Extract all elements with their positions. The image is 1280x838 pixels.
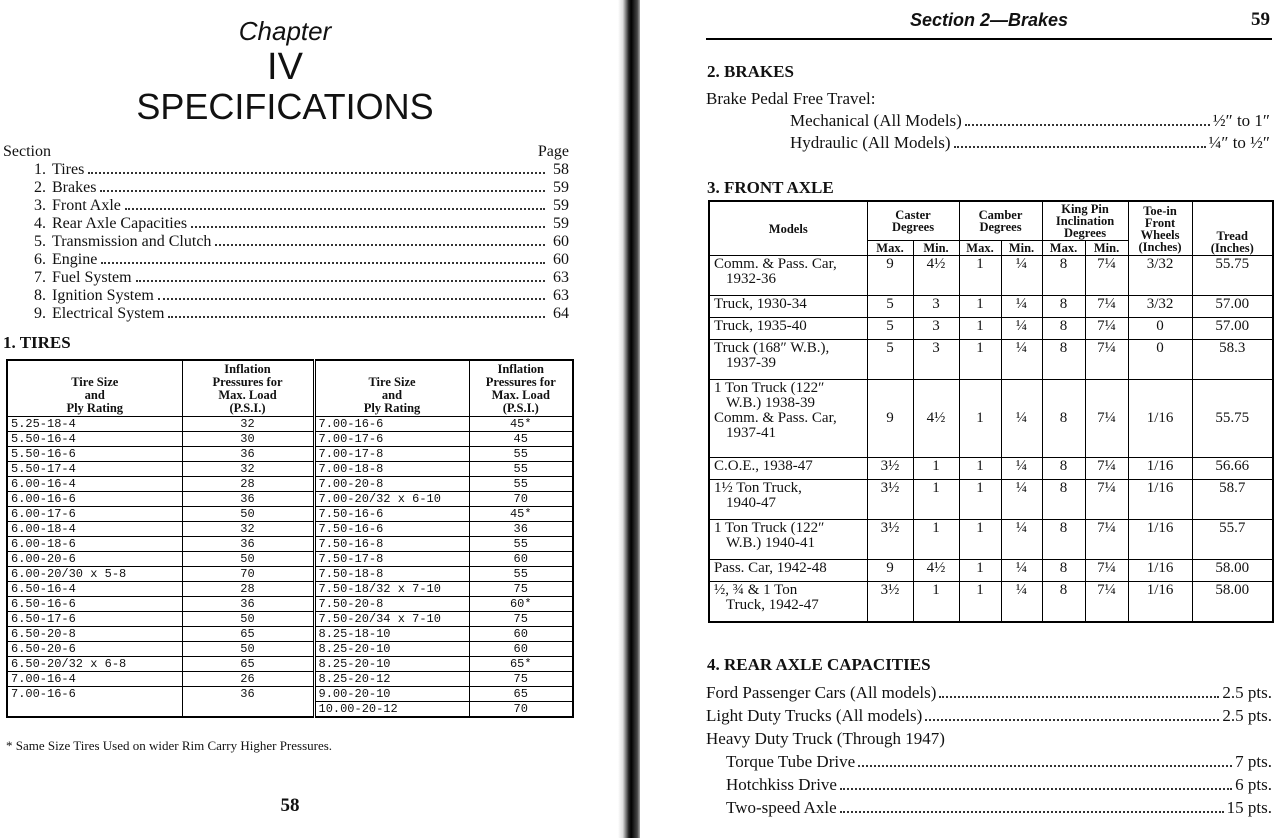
toc-item: 6. Engine 60 <box>34 251 569 268</box>
tread-header: Tread (Inches) <box>1192 201 1273 256</box>
inflation-header: Inflation Pressures for Max. Load (P.S.I.) <box>469 360 573 417</box>
caster-min-header: Min. <box>913 241 959 256</box>
front-axle-table <box>708 200 1274 623</box>
table-row: 6.00-17-6 50 7.50-16-6 45* <box>7 507 573 522</box>
table-row: 7.00-16-6 36 9.00-20-10 65 <box>7 687 573 702</box>
table-row: 6.50-16-6 36 7.50-20-8 60* <box>7 597 573 612</box>
inflation-header: Inflation Pressures for Max. Load (P.S.I.) <box>182 360 314 417</box>
brake-line: Hydraulic (All Models) ¼″ to ½″ <box>790 133 1270 152</box>
table-row: Truck, 1935-40 5 3 1 ¼ 8 7¼ 0 57.00 <box>709 318 1273 340</box>
chapter-number: IV <box>267 46 303 88</box>
tire-size-header: Tire Size and Ply Rating <box>314 360 469 417</box>
rear-axle-line: Light Duty Trucks (All models) 2.5 pts. <box>706 706 1272 725</box>
right-page <box>640 0 1280 838</box>
table-row: 5.50-16-6 36 7.00-17-8 55 <box>7 447 573 462</box>
brake-line: Mechanical (All Models) ½″ to 1″ <box>790 111 1270 130</box>
table-of-contents <box>20 161 569 323</box>
table-row: 6.00-16-6 36 7.00-20/32 x 6-10 70 <box>7 492 573 507</box>
king-max-header: Max. <box>1042 241 1085 256</box>
king-min-header: Min. <box>1085 241 1128 256</box>
table-row: 6.00-16-4 28 7.00-20-8 55 <box>7 477 573 492</box>
toc-item: 2. Brakes 59 <box>34 179 569 196</box>
table-row: 6.50-20-6 50 8.25-20-10 60 <box>7 642 573 657</box>
camber-min-header: Min. <box>1001 241 1042 256</box>
table-row: 7.00-16-4 26 8.25-20-12 75 <box>7 672 573 687</box>
king-pin-header: King Pin Inclination Degrees <box>1042 201 1128 241</box>
left-page <box>0 0 620 838</box>
table-row: 6.00-20/30 x 5-8 70 7.50-18-8 55 <box>7 567 573 582</box>
page-number-right: 59 <box>1251 9 1270 30</box>
toc-item: 4. Rear Axle Capacities 59 <box>34 215 569 232</box>
camber-header: Camber Degrees <box>959 201 1042 241</box>
table-row: 6.50-17-6 50 7.50-20/34 x 7-10 75 <box>7 612 573 627</box>
tires-heading: 1. TIRES <box>3 333 71 352</box>
camber-max-header: Max. <box>959 241 1001 256</box>
running-head-title: Section 2—Brakes <box>909 10 1069 30</box>
tires-footnote: * Same Size Tires Used on wider Rim Carry Higher Pressures. <box>6 738 333 753</box>
table-row: 10.00-20-12 70 <box>7 702 573 718</box>
toe-in-header: Toe-in Front Wheels (Inches) <box>1128 201 1192 256</box>
table-row: 1½ Ton Truck, 1940-47 3½ 1 1 ¼ 8 7¼ 1/16 58.7 <box>709 480 1273 520</box>
front-axle-heading: 3. FRONT AXLE <box>707 178 834 197</box>
brake-pedal-label: Brake Pedal Free Travel: <box>706 89 876 108</box>
table-row: C.O.E., 1938-47 3½ 1 1 ¼ 8 7¼ 1/16 56.66 <box>709 458 1273 480</box>
rear-axle-heading: 4. REAR AXLE CAPACITIES <box>707 655 931 674</box>
toc-item: 3. Front Axle 59 <box>34 197 569 214</box>
toc-item: 5. Transmission and Clutch 60 <box>34 233 569 250</box>
table-row: 6.00-18-4 32 7.50-16-6 36 <box>7 522 573 537</box>
table-row: 6.50-20/32 x 6-8 65 8.25-20-10 65* <box>7 657 573 672</box>
tire-size-header: Tire Size and Ply Rating <box>7 360 182 417</box>
chapter-title: SPECIFICATIONS <box>136 86 434 127</box>
table-row: 1 Ton Truck (122″ W.B.) 1938-39 Comm. & Pass. Car, 1937-41 9 4½ 1 ¼ 8 7¼ 1/16 55.75 <box>709 380 1273 458</box>
table-row: 5.50-16-4 30 7.00-17-6 45 <box>7 432 573 447</box>
table-row: 6.50-16-4 28 7.50-18/32 x 7-10 75 <box>7 582 573 597</box>
toc-item: 9. Electrical System 64 <box>34 305 569 322</box>
heavy-duty-line: Two-speed Axle 15 pts. <box>726 798 1272 817</box>
toc-section-header: Section <box>3 143 51 160</box>
table-row: Pass. Car, 1942-48 9 4½ 1 ¼ 8 7¼ 1/16 58.00 <box>709 560 1273 582</box>
table-row: 5.25-18-4 32 7.00-16-6 45* <box>7 417 573 432</box>
running-header <box>706 8 1272 40</box>
table-row: 1 Ton Truck (122″ W.B.) 1940-41 3½ 1 1 ¼ 8 7¼ 1/16 55.7 <box>709 520 1273 560</box>
tires-table <box>6 359 574 718</box>
toc-item: 8. Ignition System 63 <box>34 287 569 304</box>
caster-header: Caster Degrees <box>867 201 959 241</box>
table-row: Truck (168″ W.B.), 1937-39 5 3 1 ¼ 8 7¼ 0 58.3 <box>709 340 1273 380</box>
table-row: ½, ¾ & 1 Ton Truck, 1942-47 3½ 1 1 ¼ 8 7¼ 1/16 58.00 <box>709 582 1273 622</box>
brakes-heading: 2. BRAKES <box>707 62 794 81</box>
table-row: 6.00-20-6 50 7.50-17-8 60 <box>7 552 573 567</box>
page-number-left: 58 <box>280 795 300 816</box>
heavy-duty-line: Torque Tube Drive 7 pts. <box>726 752 1272 771</box>
table-row: 6.00-18-6 36 7.50-16-8 55 <box>7 537 573 552</box>
toc-item: 7. Fuel System 63 <box>34 269 569 286</box>
toc-header <box>3 143 569 161</box>
table-row: 5.50-17-4 32 7.00-18-8 55 <box>7 462 573 477</box>
models-header: Models <box>709 201 867 256</box>
table-row: Truck, 1930-34 5 3 1 ¼ 8 7¼ 3/32 57.00 <box>709 296 1273 318</box>
heavy-duty-line: Hotchkiss Drive 6 pts. <box>726 775 1272 794</box>
heavy-duty-label: Heavy Duty Truck (Through 1947) <box>706 729 945 748</box>
table-row: 6.50-20-8 65 8.25-18-10 60 <box>7 627 573 642</box>
toc-page-header: Page <box>537 143 569 160</box>
chapter-label: Chapter <box>238 16 332 46</box>
toc-item: 1. Tires 58 <box>34 161 569 178</box>
rear-axle-line: Ford Passenger Cars (All models) 2.5 pts. <box>706 683 1272 702</box>
tires-header-row <box>7 360 573 417</box>
book-spine <box>618 0 642 838</box>
caster-max-header: Max. <box>867 241 913 256</box>
table-row: Comm. & Pass. Car, 1932-36 9 4½ 1 ¼ 8 7¼ 3/32 55.75 <box>709 256 1273 296</box>
